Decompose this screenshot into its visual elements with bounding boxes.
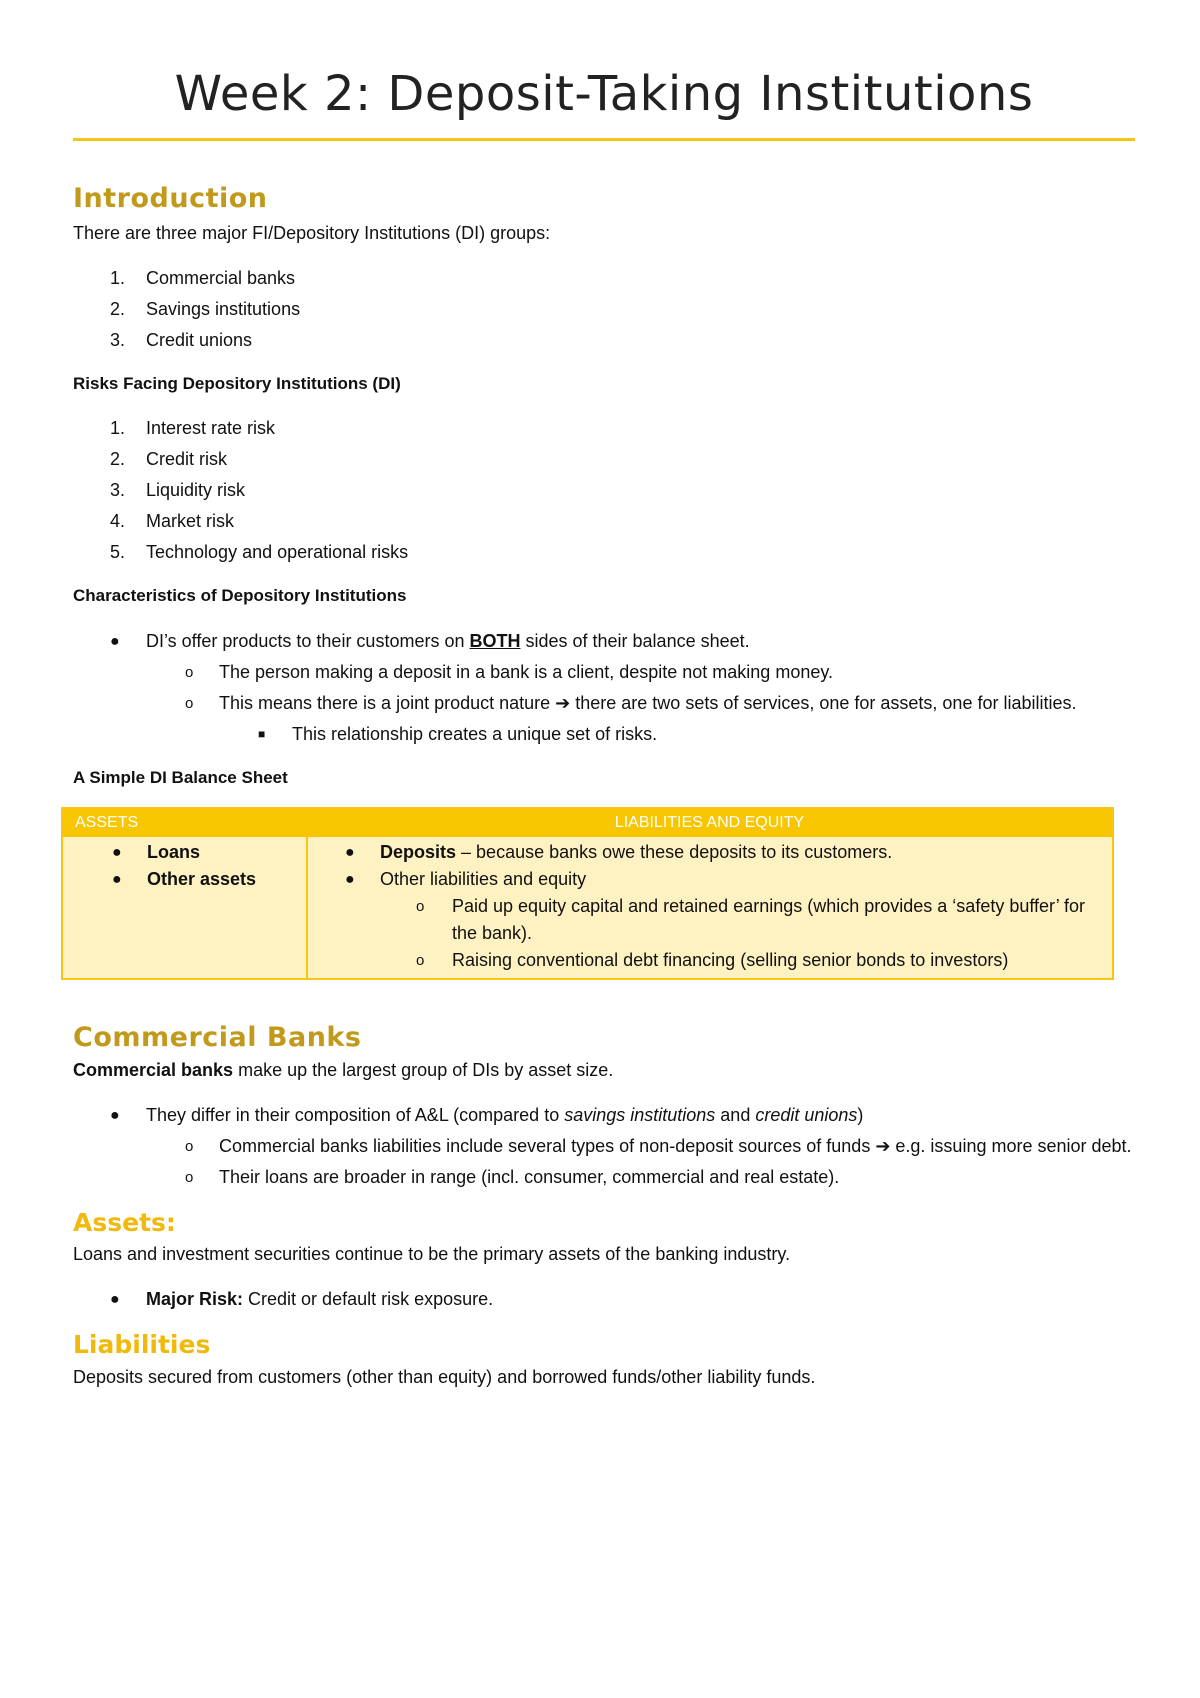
heading-liabilities: Liabilities [73,1330,211,1360]
balance-sheet-table [61,807,1114,980]
list-item [296,866,1112,974]
emphasis-text: Deposits [380,841,457,862]
circle-bullet-icon: o [185,1137,194,1155]
assets-risk-list [73,1284,1135,1315]
list-number: 1. [110,267,126,288]
circle-bullet-icon: o [185,1168,194,1186]
document-content [73,66,1135,1390]
assets-list [63,839,306,893]
characteristics-heading: Characteristics of Depository Institutions [73,586,407,606]
list-item [296,839,1112,866]
text-run: and [715,1104,756,1125]
commercial-list [73,1100,1135,1193]
characteristics-list [73,626,1135,750]
list-item [73,1100,1135,1193]
list-item [73,1284,1135,1315]
list-item [63,866,306,893]
circle-bullet-icon: o [416,897,425,915]
text-run: They differ in their composition of A&L (compared to [146,1104,565,1125]
text-run: ) [857,1104,864,1125]
text-run: – because banks owe these deposits to its customers. [456,841,893,862]
text-run: DI’s offer products to their customers on [146,631,470,652]
list-item [73,294,1135,325]
list-number: 3. [110,329,126,350]
intro-lead: There are three major FI/Depository Institutions (DI) groups: [73,222,551,243]
list-item [73,325,1135,356]
circle-bullet-icon: o [185,664,194,682]
list-text: Credit unions [146,329,253,350]
bullet-icon: ● [345,843,355,861]
list-item [73,537,1135,568]
list-item [73,719,1135,750]
di-groups-list [73,263,1135,356]
heading-assets: Assets: [73,1207,176,1237]
balance-sheet-heading: A Simple DI Balance Sheet [73,768,288,788]
list-text: Interest rate risk [146,418,276,439]
list-text: Market risk [146,511,235,532]
emphasis-text: BOTH [469,631,521,652]
sub-sub-list [219,719,1135,750]
list-number: 2. [110,449,126,470]
title-underline [73,138,1135,141]
list-item [73,475,1135,506]
list-text: Technology and operational risks [146,542,409,563]
list-item [73,444,1135,475]
list-text: Raising conventional debt financing (selling senior bonds to investors) [452,949,1009,970]
liabilities-column-header: LIABILITIES AND EQUITY [307,808,1113,837]
bullet-icon: ● [112,843,122,861]
bullet-icon: ● [110,633,120,651]
text-run: sides of their balance sheet. [520,631,750,652]
circle-bullet-icon: o [416,951,425,969]
sub-list [146,1131,1135,1193]
list-text: Other assets [147,868,257,889]
sub-list [146,657,1135,750]
text-run: make up the largest group of DIs by asset size. [233,1059,614,1080]
emphasis-text: Commercial banks [73,1059,234,1080]
list-number: 2. [110,298,126,319]
list-item [73,626,1135,750]
list-item [63,839,306,866]
heading-commercial-banks: Commercial Banks [73,1021,362,1053]
list-number: 4. [110,511,126,532]
list-number: 1. [110,418,126,439]
list-item [73,506,1135,537]
liabilities-list [296,839,1112,974]
italic-text: savings institutions [564,1104,716,1125]
list-text: This means there is a joint product nature ➔ there are two sets of services, one for assets, one for liabilities. [219,693,1077,714]
list-text: The person making a deposit in a bank is a client, despite not making money. [219,662,834,683]
list-item [296,893,1112,947]
assets-column-header: ASSETS [62,808,307,837]
list-item [73,413,1135,444]
list-item [73,688,1135,750]
list-text: Savings institutions [146,298,301,319]
list-text: Paid up equity capital and retained earnings (which provides a ‘safety buffer’ for the bank). [452,895,1086,943]
assets-cell [62,837,307,979]
liabilities-text: Deposits secured from customers (other than equity) and borrowed funds/other liability funds. [73,1366,816,1387]
heading-introduction: Introduction [73,182,268,214]
risks-heading: Risks Facing Depository Institutions (DI) [73,373,401,393]
list-text: Their loans are broader in range (incl. consumer, commercial and real estate). [219,1166,840,1187]
page-title: Week 2: Deposit-Taking Institutions [174,66,1034,122]
list-number: 3. [110,480,126,501]
list-item [73,1162,1135,1193]
square-bullet-icon: ■ [258,727,266,742]
text-run: Credit or default risk exposure. [243,1289,494,1310]
list-text: Other liabilities and equity [380,868,587,889]
list-number: 5. [110,542,126,563]
list-text: Loans [147,841,201,862]
list-item [73,1131,1135,1162]
bullet-icon: ● [110,1106,120,1124]
bullet-icon: ● [112,870,122,888]
liabilities-cell [307,837,1113,979]
commercial-lead [73,1057,1135,1083]
list-item [296,947,1112,974]
bullet-icon: ● [345,870,355,888]
risks-list [73,413,1135,568]
sub-list [380,893,1112,974]
list-text: Liquidity risk [146,480,246,501]
assets-text: Loans and investment securities continue to be the primary assets of the banking industry. [73,1244,791,1265]
emphasis-text: Major Risk: [146,1289,244,1310]
bullet-icon: ● [110,1291,120,1309]
list-text: Credit risk [146,449,228,470]
italic-text: credit unions [755,1104,858,1125]
list-item [73,657,1135,688]
list-item [73,263,1135,294]
list-text: This relationship creates a unique set of risks. [292,724,658,745]
list-text: Commercial banks liabilities include several types of non-deposit sources of funds ➔ e.g. issuing more senior debt. [219,1135,1132,1156]
list-text: Commercial banks [146,267,296,288]
circle-bullet-icon: o [185,695,194,713]
